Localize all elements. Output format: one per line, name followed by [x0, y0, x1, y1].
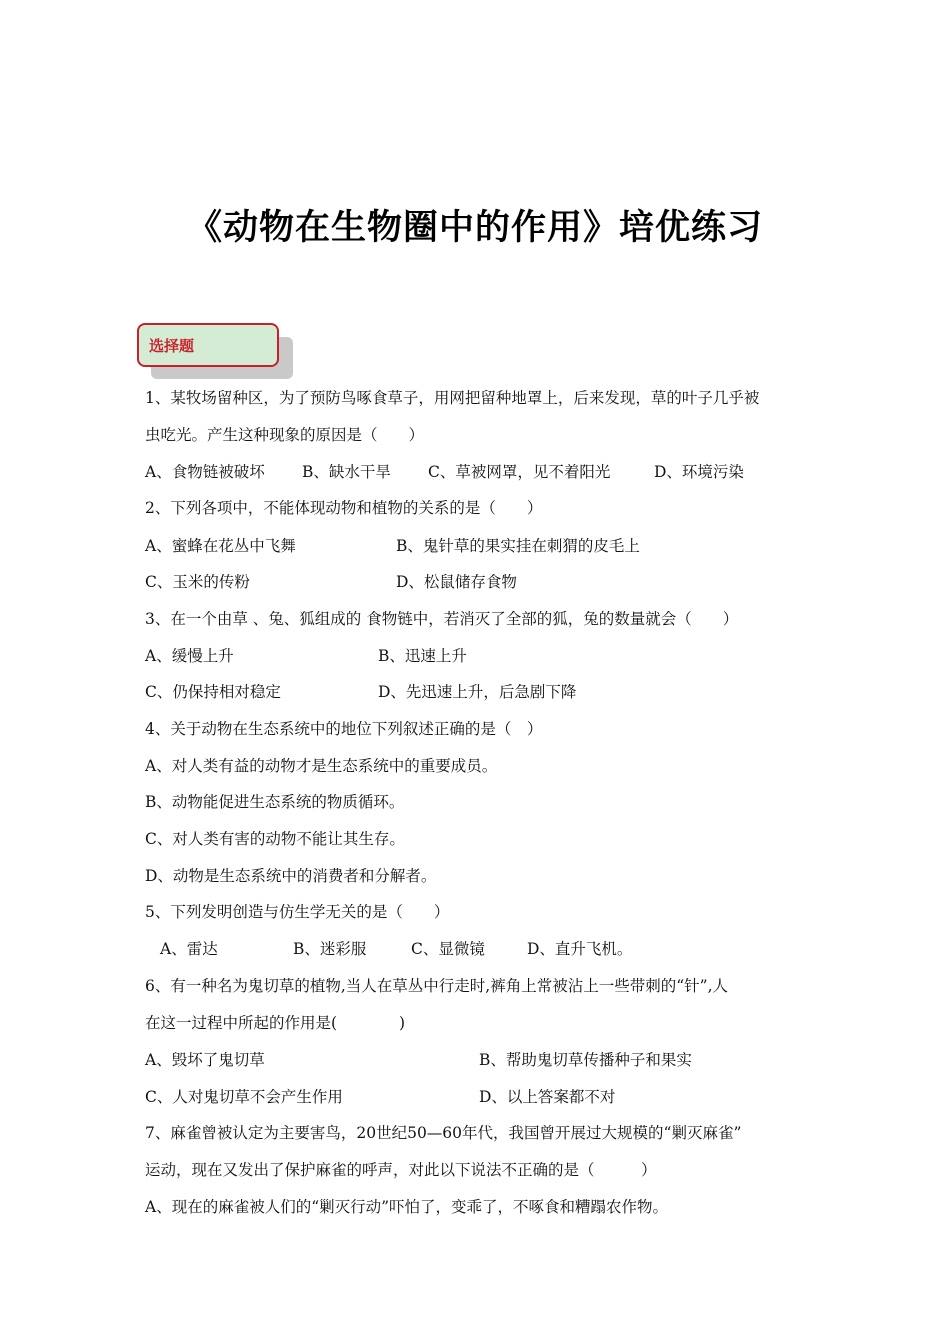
q7-option-a: A、现在的麻雀被人们的“剿灭行动”吓怕了，变乖了，不啄食和糟蹋农作物。: [145, 1198, 669, 1216]
q1-option-d: D、环境污染: [654, 463, 744, 481]
q4-option-d: D、动物是生态系统中的消费者和分解者。: [145, 867, 437, 885]
q5-option-b: B、迷彩服: [293, 940, 367, 958]
q1-option-a: A、食物链被破坏: [145, 463, 265, 481]
q6-option-a: A、毁坏了鬼切草: [145, 1051, 265, 1069]
q2-option-c: C、玉米的传粉: [145, 573, 250, 591]
q3-option-a: A、缓慢上升: [145, 647, 234, 665]
q3-option-d: D、先迅速上升，后急剧下降: [378, 683, 577, 701]
q1-text-line2: 虫吃光。产生这种现象的原因是（ ）: [145, 426, 425, 444]
section-tag: [137, 323, 295, 381]
q3-option-c: C、仍保持相对稳定: [145, 683, 281, 701]
q5-option-d: D、直升飞机。: [527, 940, 633, 958]
q5-option-c: C、显微镜: [411, 940, 485, 958]
q3-text: 3、在一个由草 、兔、狐组成的 食物链中，若消灭了全部的狐，兔的数量就会（ ）: [145, 610, 739, 628]
q2-option-a: A、蜜蜂在花丛中飞舞: [145, 537, 296, 555]
q4-option-c: C、对人类有害的动物不能让其生存。: [145, 830, 405, 848]
q5-text: 5、下列发明创造与仿生学无关的是（ ）: [145, 903, 450, 921]
q1-option-c: C、草被网罩，见不着阳光: [428, 463, 611, 481]
q6-option-c: C、人对鬼切草不会产生作用: [145, 1088, 343, 1106]
q7-text-line1: 7、麻雀曾被认定为主要害鸟，20世纪50—60年代，我国曾开展过大规模的“剿灭麻雀”: [145, 1124, 742, 1142]
q4-option-a: A、对人类有益的动物才是生态系统中的重要成员。: [145, 757, 498, 775]
q6-text-line2: 在这一过程中所起的作用是( ): [145, 1014, 406, 1032]
q2-option-b: B、鬼针草的果实挂在刺猬的皮毛上: [396, 537, 640, 555]
q6-option-d: D、以上答案都不对: [479, 1088, 616, 1106]
q1-option-b: B、缺水干旱: [302, 463, 391, 481]
q3-option-b: B、迅速上升: [378, 647, 467, 665]
q6-text-line1: 6、有一种名为鬼切草的植物,当人在草丛中行走时,裤角上常被沾上一些带刺的“针”,人: [145, 977, 728, 995]
section-tag-label: 选择题: [149, 337, 195, 355]
q4-option-b: B、动物能促进生态系统的物质循环。: [145, 793, 405, 811]
page-title: 《动物在生物圈中的作用》培优练习: [186, 208, 763, 248]
q2-text: 2、下列各项中，不能体现动物和植物的关系的是（ ）: [145, 499, 543, 517]
q4-text: 4、关于动物在生态系统中的地位下列叙述正确的是（ ）: [145, 720, 543, 738]
q2-option-d: D、松鼠储存食物: [396, 573, 517, 591]
q6-option-b: B、帮助鬼切草传播种子和果实: [479, 1051, 692, 1069]
q5-option-a: A、雷达: [160, 940, 218, 958]
q7-text-line2: 运动，现在又发出了保护麻雀的呼声，对此以下说法不正确的是（ ）: [145, 1161, 657, 1179]
q1-text-line1: 1、某牧场留种区，为了预防鸟啄食草子，用网把留种地罩上，后来发现，草的叶子几乎被: [145, 389, 760, 407]
